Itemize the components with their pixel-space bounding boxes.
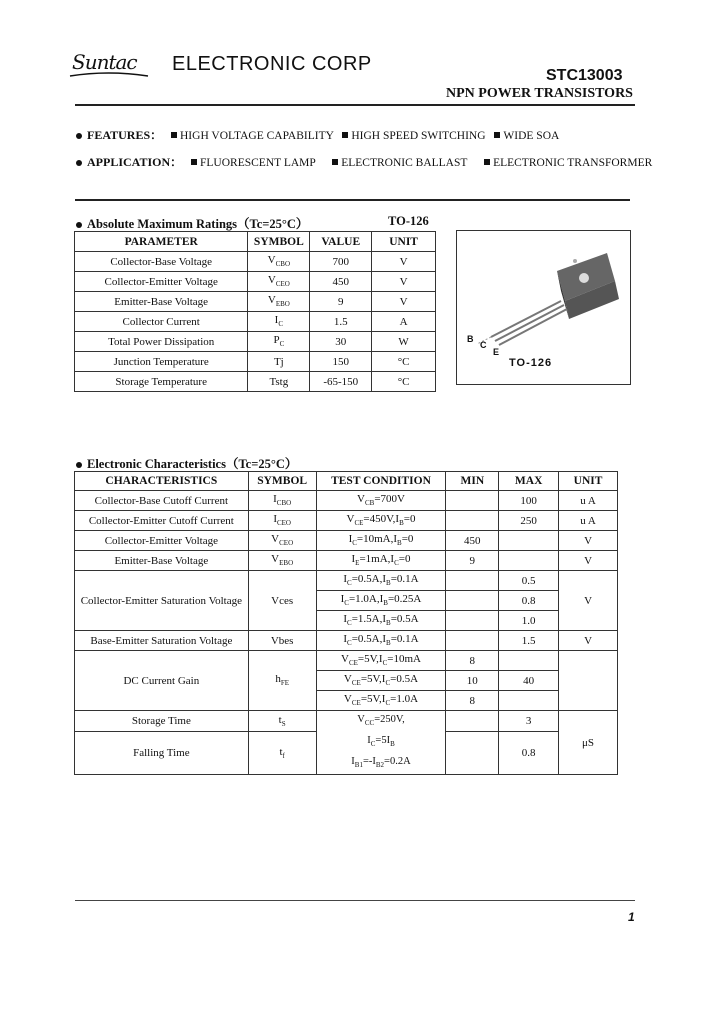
abs-max-table bbox=[74, 231, 436, 392]
param-cell: Total Power Dissipation bbox=[75, 332, 248, 352]
symbol-cell: Vbes bbox=[248, 631, 316, 651]
features-row bbox=[76, 126, 559, 143]
max-cell bbox=[499, 531, 559, 551]
param-cell: Collector-Emitter Voltage bbox=[75, 272, 248, 292]
max-cell bbox=[499, 551, 559, 571]
col-header: CHARACTERISTICS bbox=[75, 472, 249, 491]
company-logo bbox=[72, 50, 137, 74]
condition-cell: $I_E=1mA,I_C=0$ bbox=[316, 551, 446, 571]
square-bullet-icon bbox=[332, 159, 338, 165]
company-name: ELECTRONIC CORP bbox=[172, 53, 372, 75]
features-label: FEATURES： bbox=[87, 128, 163, 142]
unit-cell: V bbox=[372, 252, 436, 272]
part-number: STC13003 bbox=[546, 67, 623, 84]
table-row bbox=[75, 571, 618, 591]
condition-cell: $V_{CE}=5V,I_C=1.0A$ bbox=[316, 691, 446, 711]
col-header: SYMBOL bbox=[248, 472, 316, 491]
symbol-cell: Vces bbox=[248, 571, 316, 631]
condition-cell: $I_C=0.5A,I_B=0.1A$ bbox=[316, 631, 446, 651]
symbol-cell: $I_{CBO}$ bbox=[248, 491, 316, 511]
max-cell: 0.5 bbox=[499, 571, 559, 591]
condition-cell: $I_C=0.5A,I_B=0.1A$ bbox=[316, 571, 446, 591]
condition-cell: $I_C=1.0A,I_B=0.25A$ bbox=[316, 591, 446, 611]
value-cell: 9 bbox=[310, 292, 372, 312]
col-header: PARAMETER bbox=[75, 232, 248, 252]
param-cell: Storage Temperature bbox=[75, 372, 248, 392]
unit-cell: V bbox=[372, 272, 436, 292]
table-row bbox=[75, 651, 618, 671]
symbol-cell: $V_{EBO}$ bbox=[248, 292, 310, 312]
application-row bbox=[76, 153, 652, 170]
min-cell: 8 bbox=[446, 691, 499, 711]
condition-cell: $I_C=1.5A,I_B=0.5A$ bbox=[316, 611, 446, 631]
min-cell bbox=[446, 591, 499, 611]
min-cell bbox=[446, 711, 499, 732]
elec-char-title bbox=[76, 454, 297, 472]
symbol-cell: Tj bbox=[248, 352, 310, 372]
col-header: UNIT bbox=[559, 472, 618, 491]
application-item: ELECTRONIC TRANSFORMER bbox=[493, 157, 653, 169]
min-cell bbox=[446, 491, 499, 511]
unit-cell bbox=[559, 651, 618, 711]
logo-swoosh-icon bbox=[68, 72, 150, 80]
feature-item: HIGH SPEED SWITCHING bbox=[351, 130, 486, 142]
application-item: FLUORESCENT LAMP bbox=[200, 157, 316, 169]
max-cell: 250 bbox=[499, 511, 559, 531]
application-label: APPLICATION： bbox=[87, 155, 183, 169]
max-cell: 100 bbox=[499, 491, 559, 511]
bullet-icon bbox=[76, 222, 82, 228]
pin-label-b: B bbox=[467, 334, 474, 344]
value-cell: 30 bbox=[310, 332, 372, 352]
table-row bbox=[75, 352, 436, 372]
symbol-cell: $t_f$ bbox=[248, 732, 316, 775]
table-row bbox=[75, 491, 618, 511]
table-row bbox=[75, 312, 436, 332]
bullet-icon bbox=[76, 160, 82, 166]
square-bullet-icon bbox=[191, 159, 197, 165]
min-cell bbox=[446, 631, 499, 651]
pin-label-e: E bbox=[493, 347, 500, 357]
max-cell bbox=[499, 691, 559, 711]
symbol-cell: $h_{FE}$ bbox=[248, 651, 316, 711]
elec-char-table bbox=[74, 471, 618, 775]
max-cell: 1.5 bbox=[499, 631, 559, 651]
table-row bbox=[75, 711, 618, 732]
max-cell: 0.8 bbox=[499, 732, 559, 775]
package-illustration bbox=[456, 230, 631, 385]
condition-cell: $V_{CE}=450V,I_B=0$ bbox=[316, 511, 446, 531]
bullet-icon bbox=[76, 133, 82, 139]
abs-max-title-text: Absolute Maximum Ratings（Tc=25°C） bbox=[87, 217, 309, 231]
symbol-cell: $P_C$ bbox=[248, 332, 310, 352]
symbol-cell: $V_{CBO}$ bbox=[248, 252, 310, 272]
section-divider bbox=[75, 199, 630, 201]
square-bullet-icon bbox=[484, 159, 490, 165]
logo-text: Suntac bbox=[72, 50, 137, 74]
min-cell bbox=[446, 511, 499, 531]
col-header: UNIT bbox=[372, 232, 436, 252]
min-cell: 450 bbox=[446, 531, 499, 551]
feature-item: HIGH VOLTAGE CAPABILITY bbox=[180, 130, 334, 142]
square-bullet-icon bbox=[342, 132, 348, 138]
value-cell: 700 bbox=[310, 252, 372, 272]
package-name: TO-126 bbox=[388, 214, 429, 228]
char-name-cell: Base-Emitter Saturation Voltage bbox=[75, 631, 249, 651]
symbol-cell: $V_{EBO}$ bbox=[248, 551, 316, 571]
application-item: ELECTRONIC BALLAST bbox=[341, 157, 468, 169]
col-header: MAX bbox=[499, 472, 559, 491]
table-row bbox=[75, 631, 618, 651]
table-row bbox=[75, 531, 618, 551]
abs-max-title bbox=[76, 214, 308, 232]
unit-cell: V bbox=[559, 571, 618, 631]
unit-cell: V bbox=[559, 531, 618, 551]
unit-cell: u A bbox=[559, 491, 618, 511]
col-header: VALUE bbox=[310, 232, 372, 252]
square-bullet-icon bbox=[171, 132, 177, 138]
unit-cell: A bbox=[372, 312, 436, 332]
unit-cell: V bbox=[559, 631, 618, 651]
param-cell: Junction Temperature bbox=[75, 352, 248, 372]
footer-divider bbox=[75, 900, 635, 901]
max-cell: 3 bbox=[499, 711, 559, 732]
header-divider bbox=[75, 104, 635, 106]
feature-item: WIDE SOA bbox=[503, 130, 560, 142]
symbol-cell: $t_S$ bbox=[248, 711, 316, 732]
product-subtitle: NPN POWER TRANSISTORS bbox=[446, 86, 633, 101]
char-name-cell: Collector-Emitter Cutoff Current bbox=[75, 511, 249, 531]
char-name-cell: Storage Time bbox=[75, 711, 249, 732]
value-cell: -65-150 bbox=[310, 372, 372, 392]
max-cell: 1.0 bbox=[499, 611, 559, 631]
condition-cell: $V_{CB}=700V$ bbox=[316, 491, 446, 511]
param-cell: Emitter-Base Voltage bbox=[75, 292, 248, 312]
symbol-cell: $V_{CEO}$ bbox=[248, 272, 310, 292]
symbol-cell: $V_{CEO}$ bbox=[248, 531, 316, 551]
unit-cell: °C bbox=[372, 352, 436, 372]
table-row bbox=[75, 372, 436, 392]
condition-cell: $I_C=10mA,I_B=0$ bbox=[316, 531, 446, 551]
char-name-cell: Collector-Emitter Voltage bbox=[75, 531, 249, 551]
package-caption: TO-126 bbox=[509, 357, 553, 369]
param-cell: Collector-Base Voltage bbox=[75, 252, 248, 272]
symbol-cell: $I_C$ bbox=[248, 312, 310, 332]
min-cell bbox=[446, 611, 499, 631]
min-cell: 10 bbox=[446, 671, 499, 691]
condition-cell: $V_{CC}=250V$, $I_C=5I_B$ $I_{B1}=-I_{B2}=0.2A$ bbox=[316, 711, 446, 775]
min-cell: 9 bbox=[446, 551, 499, 571]
max-cell: 40 bbox=[499, 671, 559, 691]
condition-cell: $V_{CE}=5V,I_C=0.5A$ bbox=[316, 671, 446, 691]
table-row bbox=[75, 272, 436, 292]
char-name-cell: Collector-Emitter Saturation Voltage bbox=[75, 571, 249, 631]
table-row bbox=[75, 292, 436, 312]
max-cell: 0.8 bbox=[499, 591, 559, 611]
square-bullet-icon bbox=[494, 132, 500, 138]
unit-cell: W bbox=[372, 332, 436, 352]
col-header: TEST CONDITION bbox=[316, 472, 446, 491]
max-cell bbox=[499, 651, 559, 671]
page-number: 1 bbox=[628, 910, 635, 924]
unit-cell: V bbox=[559, 551, 618, 571]
elec-char-title-text: Electronic Characteristics（Tc=25°C） bbox=[87, 457, 298, 471]
char-name-cell: DC Current Gain bbox=[75, 651, 249, 711]
col-header: SYMBOL bbox=[248, 232, 310, 252]
unit-cell: u A bbox=[559, 511, 618, 531]
param-cell: Collector Current bbox=[75, 312, 248, 332]
min-cell bbox=[446, 732, 499, 775]
char-name-cell: Emitter-Base Voltage bbox=[75, 551, 249, 571]
col-header: MIN bbox=[446, 472, 499, 491]
pin-label-c: C bbox=[480, 340, 487, 350]
table-row bbox=[75, 252, 436, 272]
table-row bbox=[75, 551, 618, 571]
min-cell bbox=[446, 571, 499, 591]
bullet-icon bbox=[76, 462, 82, 468]
char-name-cell: Falling Time bbox=[75, 732, 249, 775]
unit-cell: μS bbox=[559, 711, 618, 775]
value-cell: 450 bbox=[310, 272, 372, 292]
table-row bbox=[75, 332, 436, 352]
condition-cell: $V_{CE}=5V,I_C=10mA$ bbox=[316, 651, 446, 671]
unit-cell: V bbox=[372, 292, 436, 312]
char-name-cell: Collector-Base Cutoff Current bbox=[75, 491, 249, 511]
symbol-cell: $I_{CEO}$ bbox=[248, 511, 316, 531]
unit-cell: °C bbox=[372, 372, 436, 392]
min-cell: 8 bbox=[446, 651, 499, 671]
table-row bbox=[75, 511, 618, 531]
symbol-cell: Tstg bbox=[248, 372, 310, 392]
value-cell: 1.5 bbox=[310, 312, 372, 332]
value-cell: 150 bbox=[310, 352, 372, 372]
